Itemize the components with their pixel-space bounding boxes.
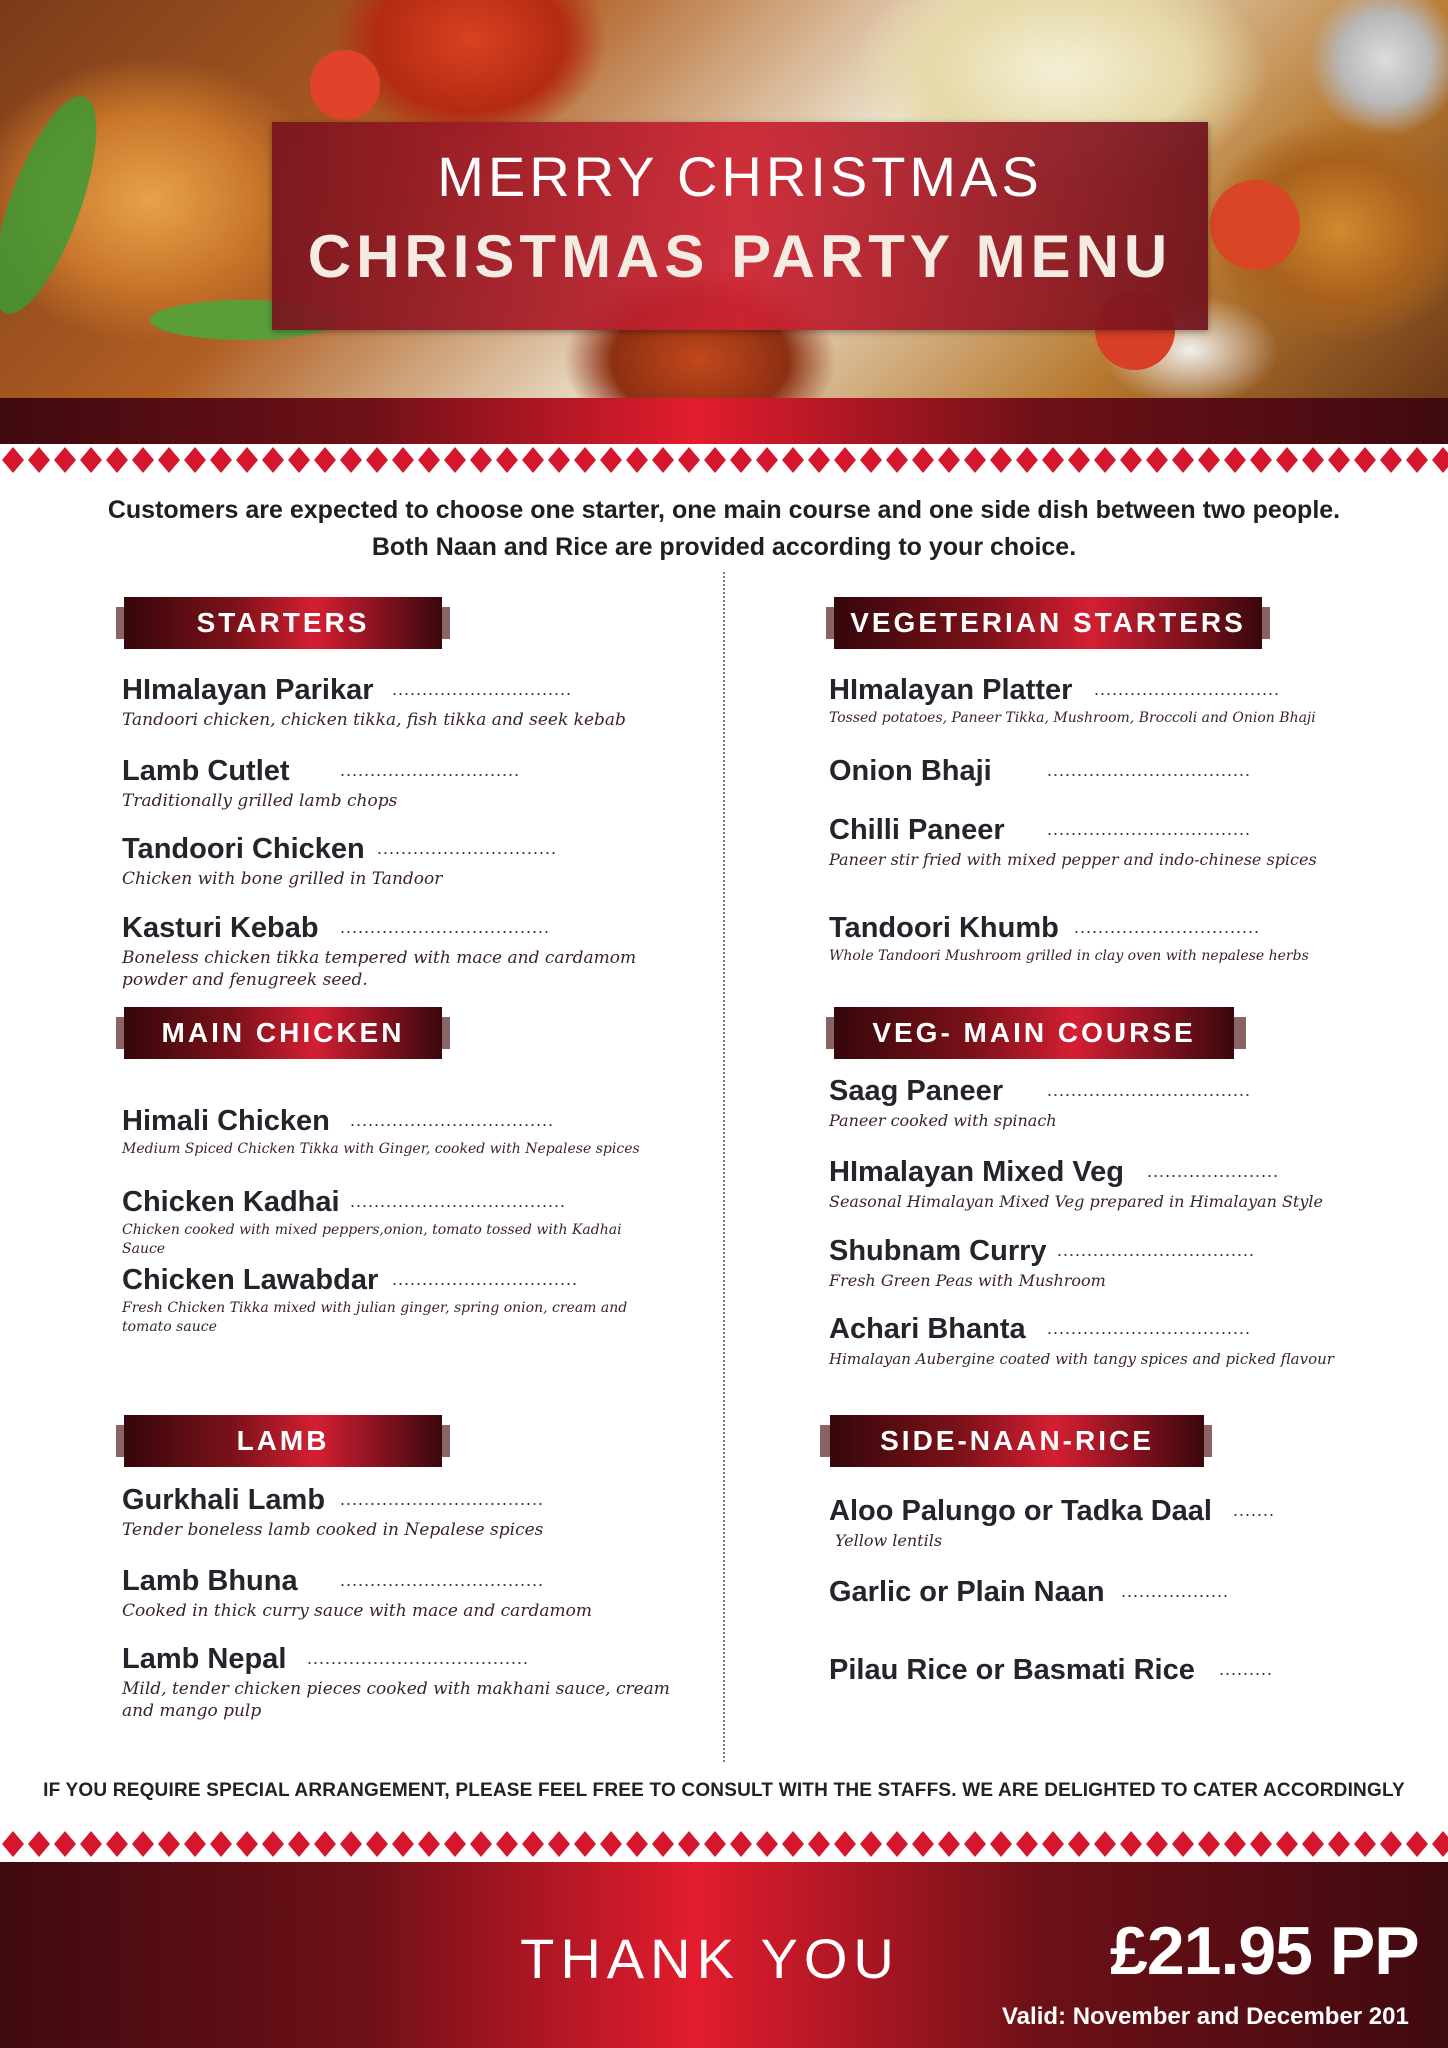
menu-item: Garlic or Plain Naan .................. [829,1575,1389,1609]
item-description: Fresh Chicken Tikka mixed with julian ginger, spring onion, cream and tomato sauce [122,1300,628,1335]
item-description: Tandoori chicken, chicken tikka, fish tikka and seek kebab [122,710,626,730]
menu-item: Kasturi Kebab ................................... Boneless chicken tikka tempered with mace and cardamom powder and fenugreek seed. [122,911,692,991]
item-description: Chicken with bone grilled in Tandoor [122,869,443,889]
item-name: Tandoori Khumb [829,912,1059,944]
item-description: Yellow lentils [835,1531,943,1550]
menu-item: Onion Bhaji .................................. [829,754,1389,790]
item-name: Garlic or Plain Naan [829,1576,1105,1608]
price-per-person: £21.95 PP [1110,1913,1419,1989]
title-party-menu: CHRISTMAS PARTY MENU [307,223,1173,290]
menu-item: Himali Chicken .................................. Medium Spiced Chicken Tikka with Ginger, cooked with Nepalese spices [122,1104,682,1159]
hero-food-photo [0,0,1448,398]
menu-item: HImalayan Mixed Veg ...................... Seasonal Himalayan Mixed Veg prepared in Himalayan Style [829,1155,1389,1213]
thank-you-text: THANK YOU [520,1927,900,1990]
item-description: Chicken cooked with mixed peppers,onion, tomato tossed with Kadhai Sauce [122,1222,622,1257]
item-name: Shubnam Curry [829,1235,1047,1267]
item-name: Lamb Nepal [122,1643,287,1675]
item-description: Fresh Green Peas with Mushroom [829,1271,1106,1290]
item-name: HImalayan Platter [829,674,1073,706]
validity-text: Valid: November and December 201 [1002,2003,1409,2030]
menu-item: Chicken Lawabdar ............................... Fresh Chicken Tikka mixed with julian ginger, spring onion, cream and tomato sauce [122,1263,642,1337]
item-name: Tandoori Chicken [122,833,365,865]
item-description: Boneless chicken tikka tempered with mace and cardamom powder and fenugreek seed. [122,948,637,990]
intro-line-2: Both Naan and Rice are provided according to your choice. [371,533,1077,561]
item-name: Aloo Palungo or Tadka Daal [829,1495,1212,1527]
top-diamond-border [0,444,1448,476]
item-name: Kasturi Kebab [122,912,319,944]
title-banner [272,122,1208,330]
menu-item: Lamb Nepal ..................................... Mild, tender chicken pieces cooked with makhani sauce, cream and mango pulp [122,1642,672,1722]
item-name: Onion Bhaji [829,755,992,787]
item-name: Lamb Bhuna [122,1565,298,1597]
item-name: Gurkhali Lamb [122,1484,326,1516]
item-name: Pilau Rice or Basmati Rice [829,1654,1195,1686]
menu-item: Tandoori Chicken .............................. Chicken with bone grilled in Tandoor [122,832,692,890]
item-name: HImalayan Mixed Veg [829,1156,1124,1188]
item-description: Tossed potatoes, Paneer Tikka, Mushroom, Broccoli and Onion Bhaji [829,710,1316,726]
section-title-veg-starters: VEGETERIAN STARTERS [834,597,1262,649]
item-name: Chilli Paneer [829,814,1005,846]
menu-item: Shubnam Curry ................................. Fresh Green Peas with Mushroom [829,1234,1389,1292]
item-description: Whole Tandoori Mushroom grilled in clay oven with nepalese herbs [829,948,1309,964]
menu-item: Lamb Cutlet .............................. Traditionally grilled lamb chops [122,754,692,812]
menu-item: Achari Bhanta .................................. Himalayan Aubergine coated with tangy spices and picked flavour [829,1312,1389,1370]
section-title-starters: STARTERS [124,597,442,649]
bottom-diamond-border [0,1828,1448,1860]
menu-item: Aloo Palungo or Tadka Daal ....... Yellow lentils [829,1494,1389,1552]
menu-item: Chicken Kadhai .................................... Chicken cooked with mixed peppers,onion, tomato tossed with Kadhai Sauce [122,1185,642,1259]
menu-item: Saag Paneer .................................. Paneer cooked with spinach [829,1074,1389,1132]
title-merry-christmas: MERRY CHRISTMAS [437,145,1043,208]
item-description: Traditionally grilled lamb chops [122,791,398,811]
item-name: HImalayan Parikar [122,674,374,706]
item-name: Lamb Cutlet [122,755,290,787]
item-description: Seasonal Himalayan Mixed Veg prepared in Himalayan Style [829,1192,1323,1211]
menu-item: Gurkhali Lamb .................................. Tender boneless lamb cooked in Nepalese spices [122,1483,692,1541]
item-description: Cooked in thick curry sauce with mace and cardamom [122,1601,592,1621]
section-title-sides: SIDE-NAAN-RICE [830,1415,1204,1467]
item-name: Saag Paneer [829,1075,1004,1107]
section-title-main-chicken: MAIN CHICKEN [124,1007,442,1059]
item-description: Himalayan Aubergine coated with tangy spices and picked flavour [829,1350,1334,1368]
item-name: Himali Chicken [122,1105,330,1137]
menu-item: HImalayan Platter ............................... Tossed potatoes, Paneer Tikka, Mushroom, Broccoli and Onion Bhaji [829,673,1389,728]
footer-notice: IF YOU REQUIRE SPECIAL ARRANGEMENT, PLEASE FEEL FREE TO CONSULT WITH THE STAFFS. WE ARE DELIGHTED TO CATER ACCORDINGLY [43,1780,1405,1801]
item-description: Paneer stir fried with mixed pepper and indo-chinese spices [829,850,1317,869]
menu-item: Pilau Rice or Basmati Rice ......... [829,1653,1389,1687]
column-divider [723,572,725,1762]
item-description: Tender boneless lamb cooked in Nepalese spices [122,1520,544,1540]
menu-item: Chilli Paneer .................................. Paneer stir fried with mixed pepper and indo-chinese spices [829,813,1389,871]
menu-item: Lamb Bhuna .................................. Cooked in thick curry sauce with mace and cardamom [122,1564,692,1622]
menu-item: HImalayan Parikar .............................. Tandoori chicken, chicken tikka, fish tikka and seek kebab [122,673,692,731]
item-name: Chicken Lawabdar [122,1264,379,1296]
intro-line-1: Customers are expected to choose one starter, one main course and one side dish between two people. [107,496,1341,524]
item-name: Achari Bhanta [829,1313,1026,1345]
section-title-veg-main: VEG- MAIN COURSE [834,1007,1234,1059]
item-name: Chicken Kadhai [122,1186,340,1218]
top-color-band [0,398,1448,444]
item-description: Medium Spiced Chicken Tikka with Ginger, cooked with Nepalese spices [122,1141,640,1157]
menu-item: Tandoori Khumb ............................... Whole Tandoori Mushroom grilled in clay oven with nepalese herbs [829,911,1389,966]
item-description: Mild, tender chicken pieces cooked with makhani sauce, cream and mango pulp [122,1679,670,1721]
item-description: Paneer cooked with spinach [829,1111,1057,1130]
section-title-lamb: LAMB [124,1415,442,1467]
